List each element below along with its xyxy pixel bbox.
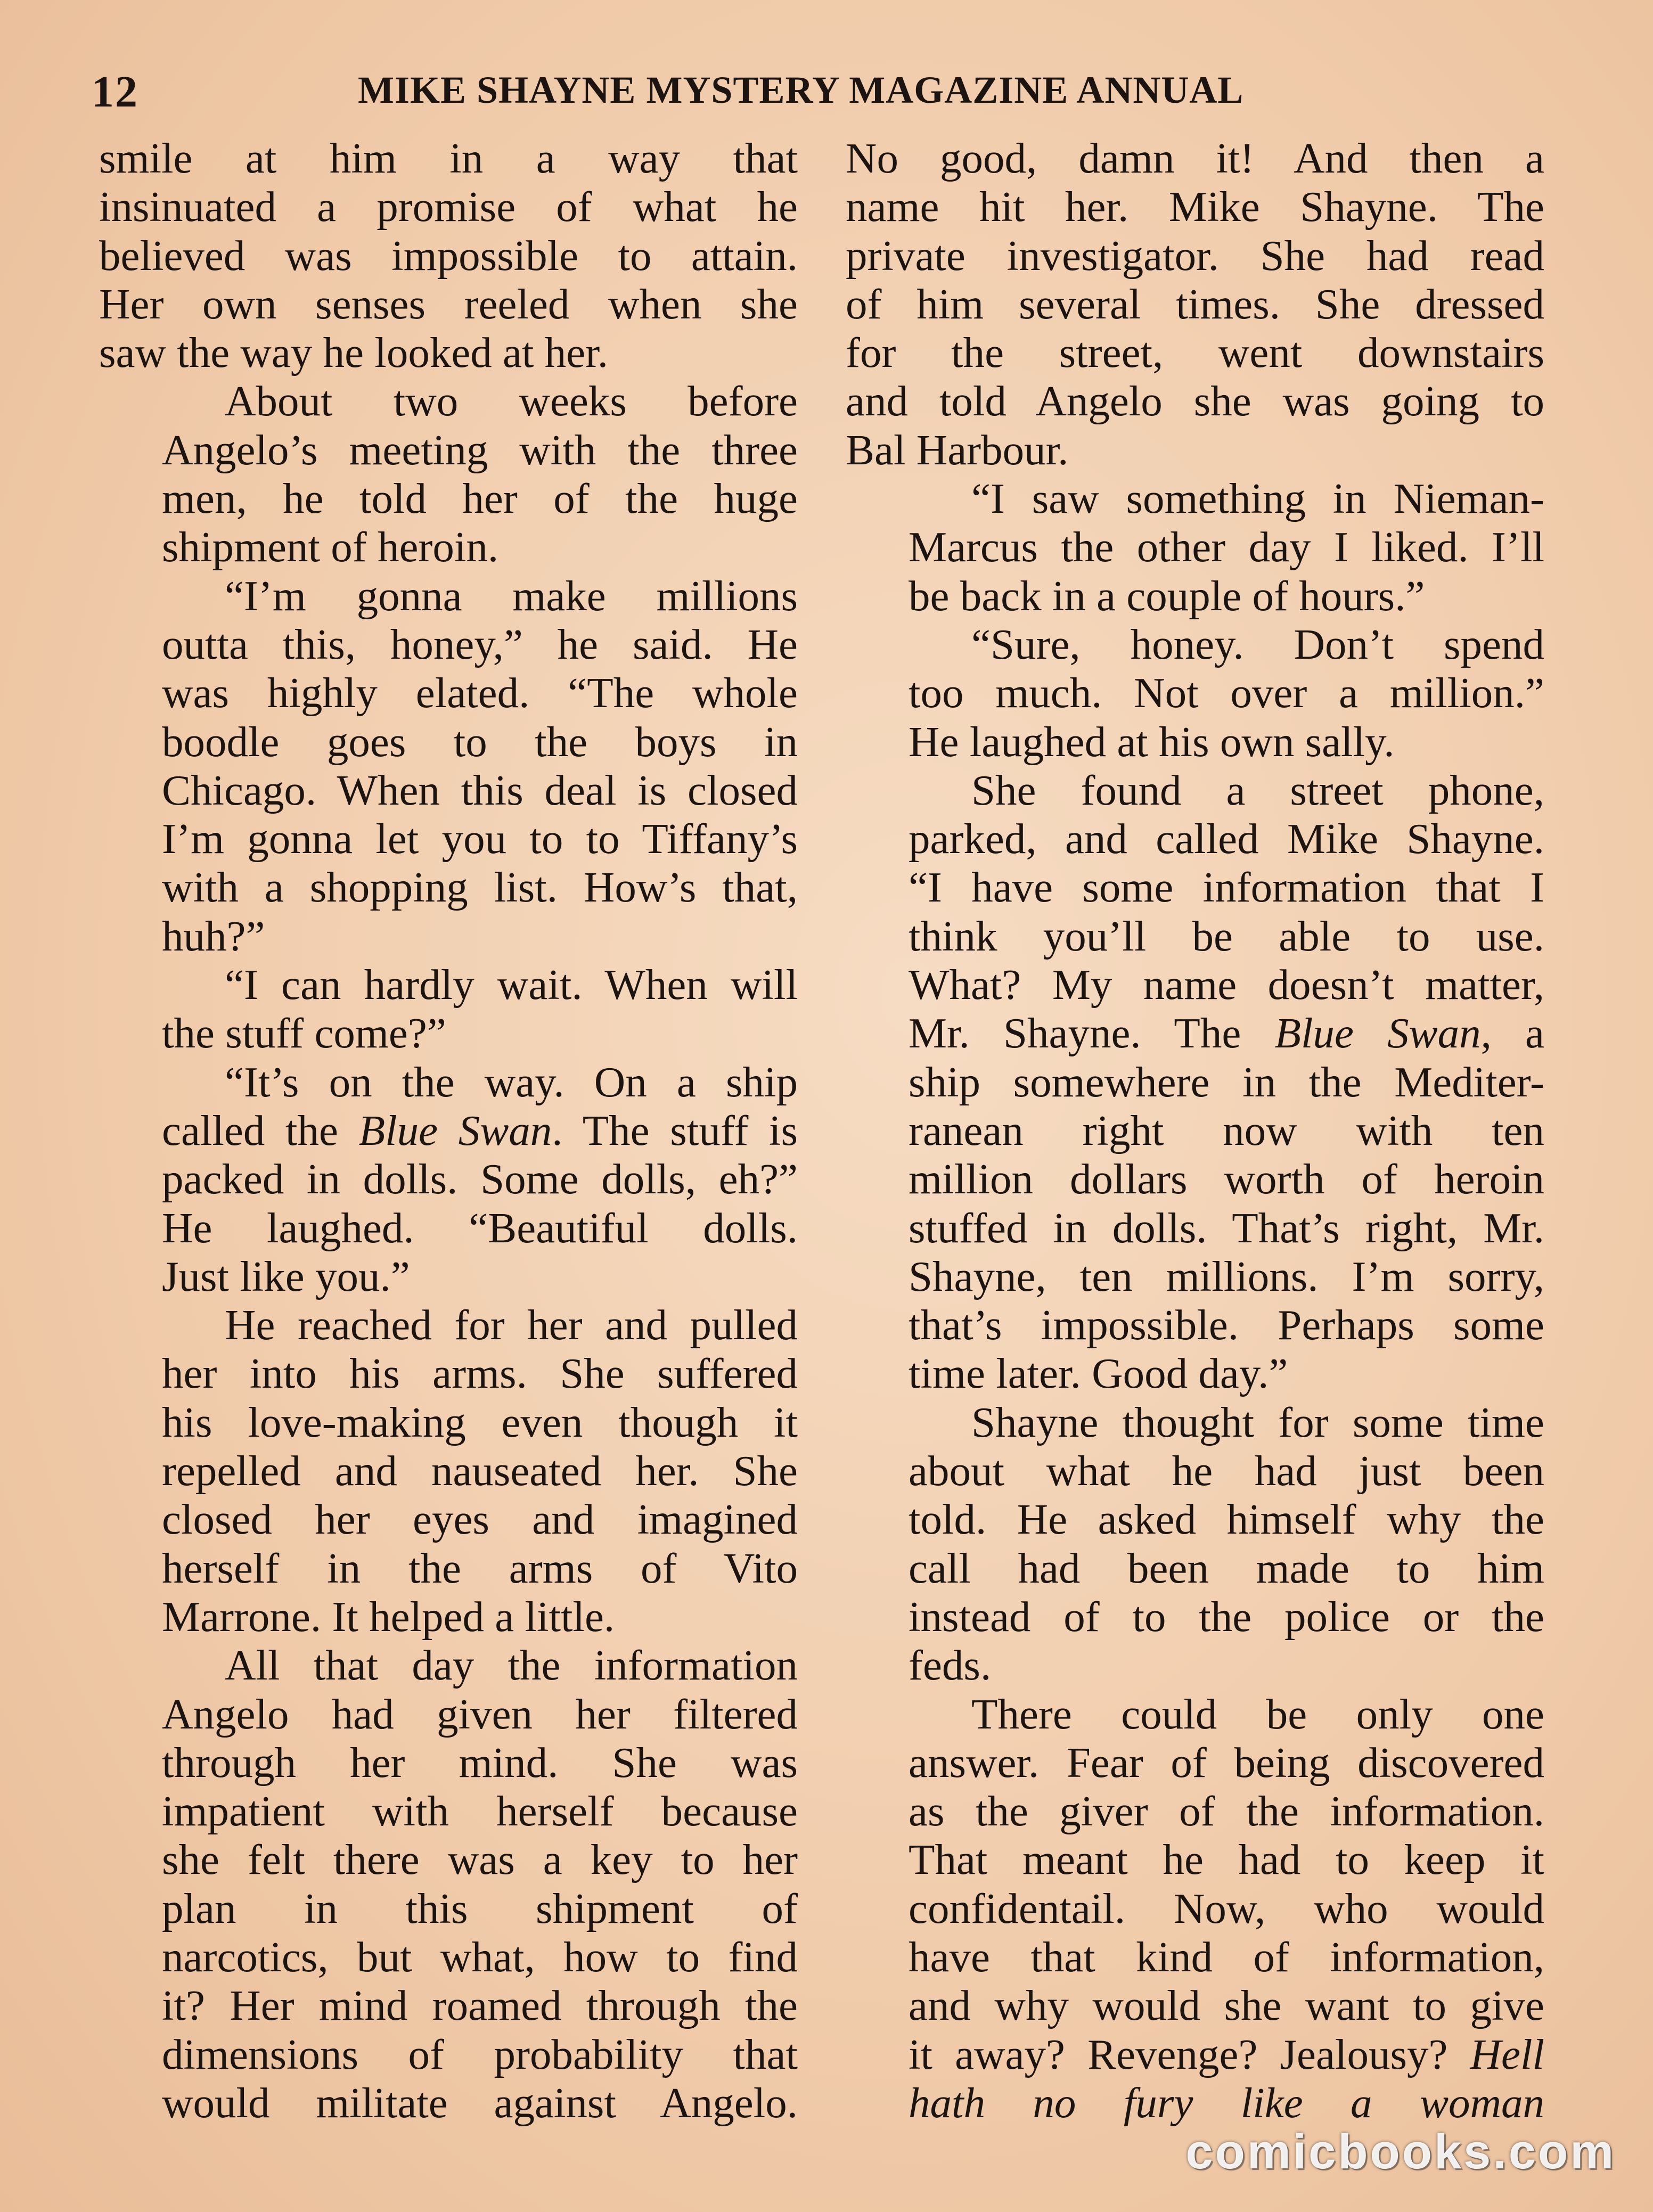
text-line: impatient with herself because: [162, 1787, 798, 1836]
text-line: as the giver of the information.: [909, 1787, 1544, 1836]
text-line: time later. Good day.”: [909, 1349, 1288, 1398]
paragraph: [99, 377, 798, 571]
paragraph: [846, 766, 1544, 1398]
text-line: it? Her mind roamed through the: [162, 1981, 798, 2030]
text-line: What? My name doesn’t matter,: [909, 961, 1544, 1009]
text-line: think you’ll be able to use.: [909, 912, 1544, 960]
watermark: comicbooks.com: [1185, 2125, 1616, 2179]
text-line: closed her eyes and imagined: [162, 1495, 798, 1544]
text-line: ranean right now with ten: [909, 1106, 1544, 1154]
text-line: She found a street phone,: [971, 766, 1544, 814]
text-line: with a shopping list. How’s that,: [162, 863, 798, 912]
text-line: All that day the information: [225, 1641, 798, 1690]
text-line: He laughed. “Beautiful dolls.: [162, 1203, 798, 1252]
paragraph: [846, 1398, 1544, 1690]
text-line: that’s impossible. Perhaps some: [909, 1301, 1544, 1349]
text-line: her into his arms. She suffered: [162, 1349, 798, 1398]
text-line: it away? Revenge? Jealousy? Hell: [909, 2030, 1544, 2078]
paragraph: [846, 474, 1544, 620]
text-line: saw the way he looked at her.: [99, 329, 608, 377]
text-line: narcotics, but what, how to find: [162, 1932, 798, 1981]
paragraph: [99, 1058, 798, 1301]
text-line: Chicago. When this deal is closed: [162, 766, 798, 814]
text-line: private investigator. She had read: [846, 231, 1544, 280]
text-line: shipment of heroin.: [162, 523, 499, 571]
text-line: Bal Harbour.: [846, 425, 1069, 474]
text-line: “I saw something in Nieman-: [971, 474, 1544, 523]
text-line: There could be only one: [971, 1690, 1544, 1738]
text-line: call had been made to him: [909, 1544, 1544, 1592]
text-line: be back in a couple of hours.”: [909, 571, 1425, 620]
text-line: Shayne thought for some time: [971, 1398, 1544, 1446]
text-line: I’m gonna let you to to Tiffany’s: [162, 815, 798, 863]
text-line: and why would she want to give: [909, 1981, 1544, 2030]
text-line: herself in the arms of Vito: [162, 1544, 798, 1592]
text-line: the stuff come?”: [162, 1009, 446, 1058]
text-line: feds.: [909, 1641, 992, 1690]
text-line: was highly elated. “The whole: [162, 669, 798, 717]
text-line: too much. Not over a million.”: [909, 669, 1544, 717]
paragraph: [99, 572, 798, 961]
text-line: packed in dolls. Some dolls, eh?”: [162, 1155, 798, 1203]
text-line: Her own senses reeled when she: [99, 280, 798, 328]
page-number: 12: [92, 67, 138, 117]
text-line: she felt there was a key to her: [162, 1836, 798, 1884]
text-line: Just like you.”: [162, 1252, 410, 1300]
paragraph: [846, 1690, 1544, 2128]
text-line: He laughed at his own sally.: [909, 717, 1395, 766]
text-line: would militate against Angelo.: [162, 2078, 798, 2127]
text-line: Angelo’s meeting with the three: [162, 425, 798, 474]
text-line: name hit her. Mike Shayne. The: [846, 183, 1544, 231]
text-line: about what he had just been: [909, 1447, 1544, 1495]
paragraph: [99, 961, 798, 1058]
right-text-column: [846, 134, 1544, 2127]
text-line: told. He asked himself why the: [909, 1495, 1544, 1544]
text-line: for the street, went downstairs: [846, 329, 1544, 377]
page-header: [92, 59, 1572, 117]
text-line: No good, damn it! And then a: [846, 134, 1544, 182]
text-line: Angelo had given her filtered: [162, 1690, 798, 1738]
text-line: “Sure, honey. Don’t spend: [971, 620, 1544, 668]
text-line: About two weeks before: [225, 377, 798, 425]
text-line: boodle goes to the boys in: [162, 717, 798, 766]
text-line: “I’m gonna make millions: [225, 571, 798, 620]
text-line: men, he told her of the huge: [162, 474, 798, 523]
text-line: Marrone. It helped a little.: [162, 1592, 615, 1641]
text-line: confidentail. Now, who would: [909, 1884, 1544, 1932]
text-line: his love-making even though it: [162, 1398, 798, 1446]
text-line: outta this, honey,” he said. He: [162, 620, 798, 668]
text-line: answer. Fear of being discovered: [909, 1738, 1544, 1787]
text-line: and told Angelo she was going to: [846, 377, 1544, 425]
text-line: ship somewhere in the Mediter-: [909, 1058, 1544, 1106]
text-line: called the Blue Swan. The stuff is: [162, 1106, 798, 1154]
text-line: of him several times. She dressed: [846, 280, 1544, 328]
text-line: stuffed in dolls. That’s right, Mr.: [909, 1203, 1544, 1252]
text-line: “It’s on the way. On a ship: [225, 1058, 798, 1106]
text-line: “I can hardly wait. When will: [225, 961, 798, 1009]
text-line: dimensions of probability that: [162, 2030, 798, 2078]
paragraph: [846, 134, 1544, 474]
text-line: have that kind of information,: [909, 1932, 1544, 1981]
paragraph: [99, 1301, 798, 1641]
text-line: “I have some information that I: [909, 863, 1544, 912]
text-line: smile at him in a way that: [99, 134, 798, 182]
text-line: plan in this shipment of: [162, 1884, 798, 1932]
text-line: Marcus the other day I liked. I’ll: [909, 523, 1544, 571]
text-line: That meant he had to keep it: [909, 1836, 1544, 1884]
left-text-column: [99, 134, 798, 2127]
text-line: million dollars worth of heroin: [909, 1155, 1544, 1203]
text-line: Shayne, ten millions. I’m sorry,: [909, 1252, 1544, 1300]
text-line: repelled and nauseated her. She: [162, 1447, 798, 1495]
paragraph: [846, 620, 1544, 766]
text-line: insinuated a promise of what he: [99, 183, 798, 231]
text-line: He reached for her and pulled: [225, 1301, 798, 1349]
text-line: Mr. Shayne. The Blue Swan, a: [909, 1009, 1545, 1058]
text-line: instead of to the police or the: [909, 1592, 1544, 1641]
paragraph: [99, 1641, 798, 2127]
text-line: through her mind. She was: [162, 1738, 798, 1787]
text-line: hath no fury like a woman: [909, 2078, 1544, 2127]
paragraph: [99, 134, 798, 377]
running-title: MIKE SHAYNE MYSTERY MAGAZINE ANNUAL: [358, 69, 1244, 111]
text-line: huh?”: [162, 912, 265, 960]
text-line: believed was impossible to attain.: [99, 231, 798, 280]
text-line: parked, and called Mike Shayne.: [909, 815, 1544, 863]
